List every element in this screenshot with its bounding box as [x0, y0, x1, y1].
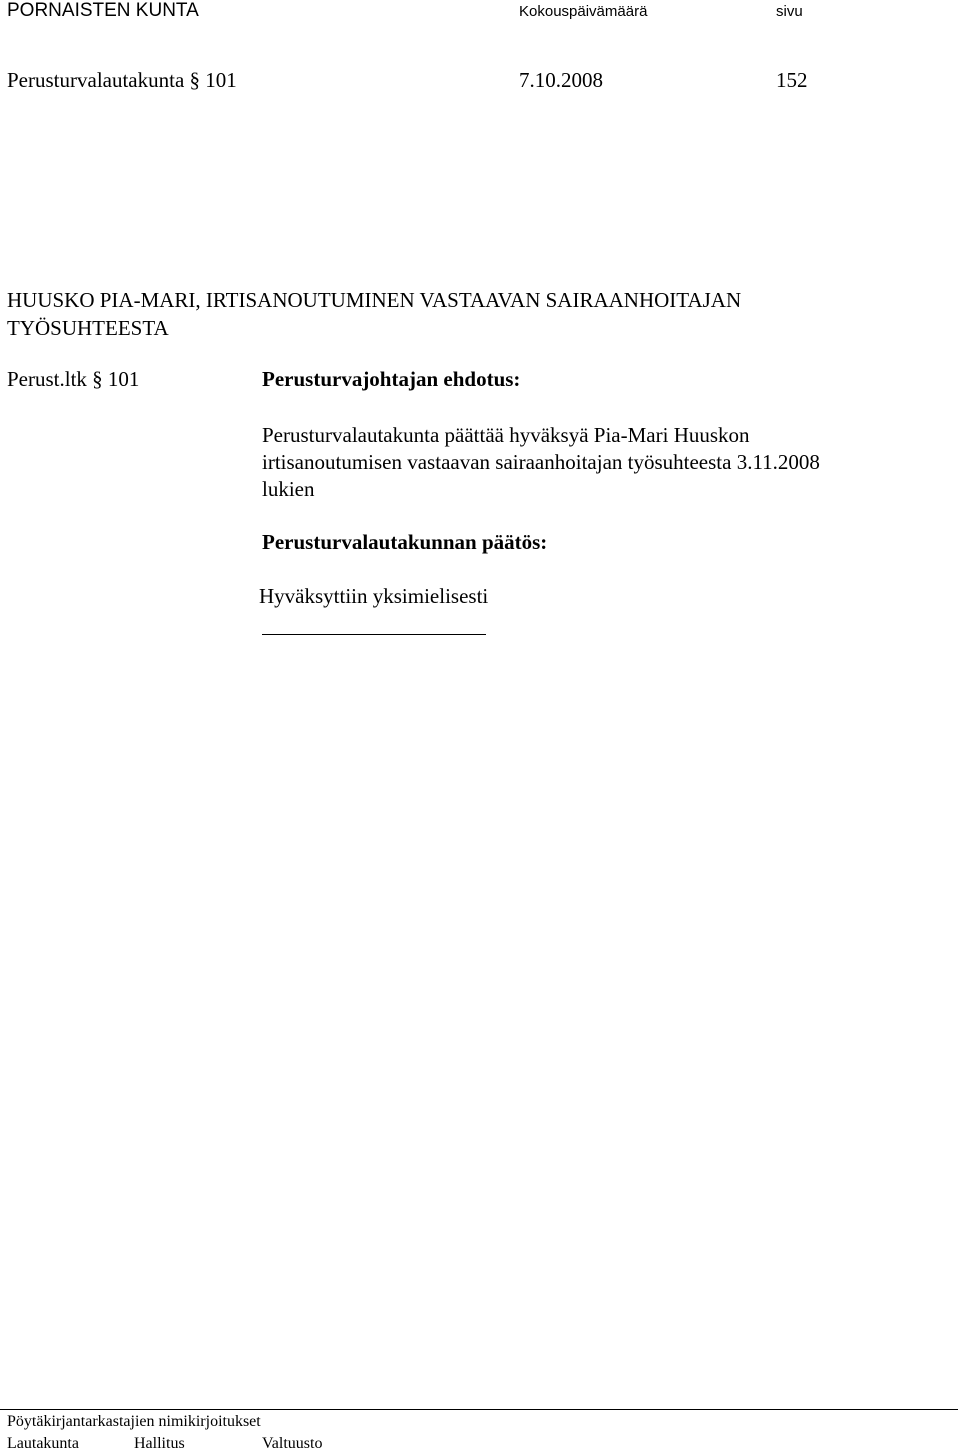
footer-divider: [0, 1409, 958, 1410]
page-number: 152: [776, 68, 808, 92]
organization-name: PORNAISTEN KUNTA: [7, 0, 199, 21]
board-section: Perusturvalautakunta § 101: [7, 68, 237, 92]
item-title-line: HUUSKO PIA-MARI, IRTISANOUTUMINEN VASTAAVAN SAIRAANHOITAJAN: [7, 288, 742, 312]
signer-label-lautakunta: Lautakunta: [7, 1435, 79, 1452]
proposal-line: lukien: [262, 477, 315, 501]
proposal-line: Perusturvalautakunta päättää hyväksyä Pia-Mari Huuskon: [262, 423, 750, 447]
item-title-line: TYÖSUHTEESTA: [7, 316, 169, 340]
decision-heading: Perusturvalautakunnan päätös:: [262, 530, 548, 554]
page-label: sivu: [776, 3, 803, 20]
proposal-text: [262, 422, 820, 503]
decision-text: Hyväksyttiin yksimielisesti: [259, 584, 489, 608]
decision-underline: [262, 634, 486, 635]
footer-caption: Pöytäkirjantarkastajien nimikirjoitukset: [7, 1413, 261, 1430]
item-title: [7, 286, 741, 342]
meeting-date-label: Kokouspäivämäärä: [519, 3, 648, 20]
signer-label-valtuusto: Valtuusto: [262, 1435, 323, 1452]
meeting-date: 7.10.2008: [519, 68, 603, 92]
signer-label-hallitus: Hallitus: [134, 1435, 185, 1452]
proposal-line: irtisanoutumisen vastaavan sairaanhoitajan työsuhteesta 3.11.2008: [262, 450, 820, 474]
proposal-heading: Perusturvajohtajan ehdotus:: [262, 367, 521, 391]
section-reference: Perust.ltk § 101: [7, 367, 140, 391]
